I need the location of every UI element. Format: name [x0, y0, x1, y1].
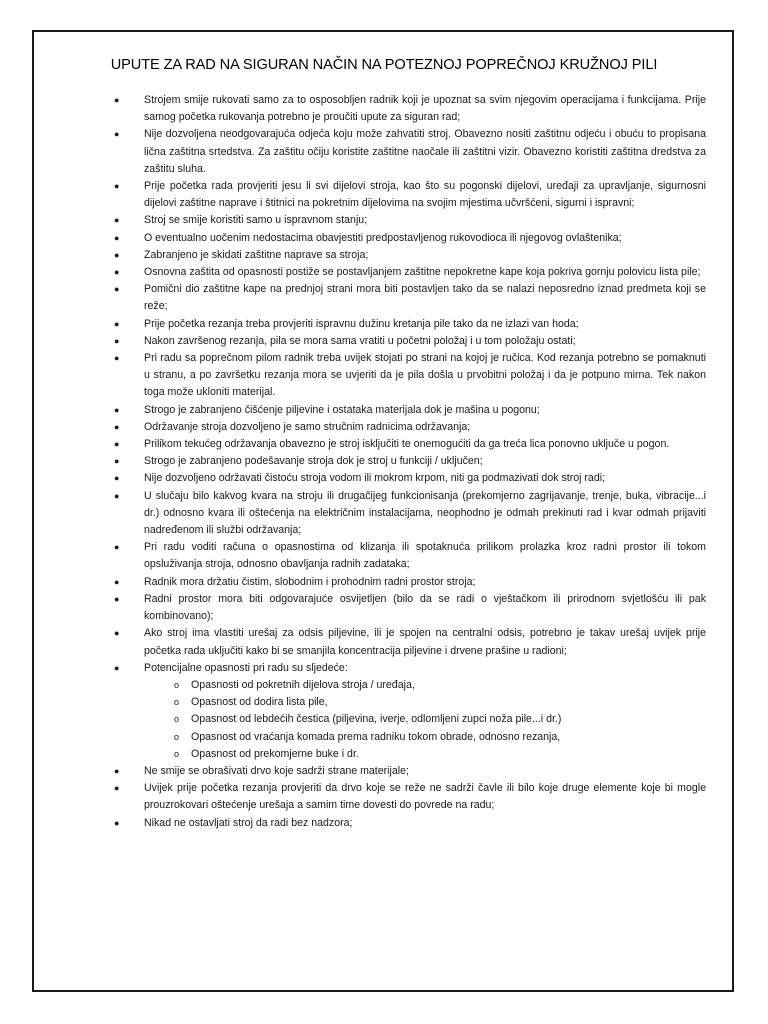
rule-text: Osnovna zaštita od opasnosti postiže se postavljanjem zaštitne nepokretne kape koja pokriva gornju polovicu lista pile; — [144, 266, 701, 279]
rule-item — [0, 281, 768, 315]
hazard-item — [0, 711, 768, 728]
rule-item — [0, 780, 768, 814]
circle-bullet-icon: o — [174, 731, 180, 742]
rule-item — [0, 92, 768, 126]
page-title: UPUTE ZA RAD NA SIGURAN NAČIN NA POTEZNOJ POPREČNOJ KRUŽNOJ PILI — [110, 57, 658, 73]
rule-item — [0, 539, 768, 573]
hazard-item — [0, 694, 768, 711]
hazard-text: Opasnost od dodira lista pile, — [191, 696, 328, 709]
rule-text: Nije dozvoljena neodgovarajuća odjeća koju može zahvatiti stroj. Obavezno nositi zaštitnu odjeću i obuću to propisana lična zaštitna srtedstva. Za zaštitu očiju koristite zaštitne naočale ili zaštitni vizir. Obavezno koristiti zaštitna dredstva za zaštitu sluha. — [144, 128, 706, 175]
rule-text: Radnik mora držatiu čistim, slobodnim i prohodnim radni prostor stroja; — [144, 575, 476, 588]
bullet-icon: ● — [114, 335, 120, 346]
hazard-text: Opasnost od prekomjerne buke i dr. — [191, 747, 359, 760]
hazard-text: Opasnost od lebdećih čestica (piljevina, iverje, odlomljeni zupci noža pile...i dr.) — [191, 713, 562, 726]
rule-text: U slučaju bilo kakvog kvara na stroju ili drugačijeg funkcionisanja (prekomjerno zagrijavanje, trenje, buka, vibracije...i dr.) odnosno kvara ili oštećenja na električnim instalacijama, neophodno je odmah prekinuti rad i kvar odmah prijaviti nadređenom ili službi održavanja; — [144, 489, 706, 537]
rule-item — [0, 333, 768, 350]
rule-text: Nakon završenog rezanja, pila se mora sama vratiti u početni položaj i u tom položaju ostati; — [144, 334, 576, 347]
bullet-icon: ● — [114, 576, 120, 587]
rule-text: Ne smije se obrašivati drvo koje sadrži strane materijale; — [144, 764, 409, 777]
bullet-icon: ● — [114, 421, 120, 432]
bullet-icon: ● — [114, 473, 120, 484]
bullet-icon: ● — [114, 439, 120, 450]
hazard-item — [0, 677, 768, 694]
hazard-item — [0, 746, 768, 763]
rule-item — [0, 763, 768, 780]
rule-text: Uvijek prije početka rezanja provjeriti da drvo koje se reže ne sadrži čavle ili bilo koje druge elemente koje bi mogle prouzrokovari oštećenje urešaja a samim time dovesti do povrede na radu; — [144, 782, 706, 812]
circle-bullet-icon: o — [174, 697, 180, 708]
rule-text: Prije početka rezanja treba provjeriti ispravnu dužinu kretanja pile tako da ne izlazi van hoda; — [144, 317, 579, 330]
rule-item — [0, 212, 768, 229]
bullet-icon: ● — [114, 817, 120, 828]
bullet-icon: ● — [114, 267, 120, 278]
rule-text: O eventualno uočenim nedostacima obavjestiti predpostavljenog rukovodioca ili njegovog ovlaštenika; — [144, 231, 622, 244]
bullet-icon: ● — [114, 232, 120, 243]
rule-text: Nikad ne ostavljati stroj da radi bez nadzora; — [144, 816, 353, 829]
bullet-icon: ● — [114, 456, 120, 467]
circle-bullet-icon: o — [174, 679, 180, 690]
rule-text: Strojem smije rukovati samo za to osposobljen radnik koji je upoznat sa svim njegovim operacijama i funkcijama. Prije samog početka rukovanja potrebno je proučiti upute za siguran rad; — [144, 94, 706, 124]
rule-text: Pri radu sa poprečnom pilom radnik treba uvijek stojati po strani na kojoj je ručica. Kod rezanja potrebno se pomaknuti u stranu, a po završetku rezanja mora se uvjeriti da je pila došla u prvobitni položaj i da je potpuno mirna. Tek nakon toga može ukloniti materijal. — [144, 352, 706, 399]
rule-text: Strogo je zabranjeno podešavanje stroja dok je stroj u funkciji / uključen; — [144, 455, 483, 468]
rule-item — [0, 419, 768, 436]
bullet-icon: ● — [114, 129, 120, 140]
hazard-text: Opasnosti od pokretnih dijelova stroja / uređaja, — [191, 678, 415, 691]
rule-text: Održavanje stroja dozvoljeno je samo stručnim radnicima održavanja; — [144, 420, 471, 433]
bullet-icon: ● — [114, 542, 120, 553]
rule-item — [0, 815, 768, 832]
rule-item — [0, 230, 768, 247]
rule-item — [0, 264, 768, 281]
bullet-icon: ● — [114, 318, 120, 329]
bullet-icon: ● — [114, 284, 120, 295]
rule-text: Radni prostor mora biti odgovarajuće osvijetljen (bilo da se radi o vještačkom ili prirodnom svjetlošću ili pak kombinovano); — [144, 592, 706, 623]
bullet-icon: ● — [114, 95, 120, 105]
bullet-icon: ● — [114, 353, 120, 364]
rule-item — [0, 591, 768, 625]
rule-text: Pomični dio zaštitne kape na prednjoj strani mora biti postavljen tako da se nalazi neposredno iznad predmeta koji se reže; — [144, 283, 706, 313]
rule-item — [0, 574, 768, 591]
rule-text: Nije dozvoljeno održavati čistoću stroja vodom ili mokrom krpom, niti ga podmazivati dok stroj radi; — [144, 472, 606, 485]
rule-item — [0, 178, 768, 212]
bullet-icon: ● — [114, 628, 120, 639]
rule-text: Prije početka rada provjeriti jesu li svi dijelovi stroja, kao što su pogonski dijelovi, uređaji za upravljanje, sigurnosni dijelovi zaštitne naprave i štitnici na pokretnim dijelovima na svojim mjestima učvršćeni, sigurni i ispravni; — [144, 180, 706, 210]
circle-bullet-icon: o — [174, 714, 180, 725]
bullet-icon: ● — [114, 593, 120, 604]
rule-item — [0, 316, 768, 333]
hazards-sublist-container — [0, 677, 768, 763]
hazard-text: Opasnost od vraćanja komada prema radniku tokom obrade, odnosno rezanja, — [191, 730, 561, 743]
rule-item — [0, 660, 768, 677]
bullet-icon: ● — [114, 215, 120, 226]
safety-rules-list — [0, 92, 768, 832]
rule-text: Prilikom tekućeg održavanja obavezno je stroj isključiti te onemogućiti da ga treća lica ponovno uključe u pogon. — [144, 438, 670, 451]
bullet-icon: ● — [114, 249, 120, 260]
rule-text: Stroj se smije koristiti samo u ispravnom stanju; — [144, 214, 368, 227]
circle-bullet-icon: o — [174, 748, 180, 759]
rule-item — [0, 453, 768, 470]
hazard-item — [0, 729, 768, 746]
rule-item — [0, 247, 768, 264]
bullet-icon: ● — [114, 783, 120, 794]
rule-text: Zabranjeno je skidati zaštitne naprave sa stroja; — [144, 248, 369, 261]
rule-item — [0, 488, 768, 540]
rule-text: Strogo je zabranjeno čišćenje piljevine i ostataka materijala dok je mašina u pogonu; — [144, 403, 540, 416]
rule-item — [0, 436, 768, 453]
bullet-icon: ● — [114, 662, 120, 673]
bullet-icon: ● — [114, 404, 120, 415]
rule-item — [0, 470, 768, 487]
rule-item — [0, 350, 768, 402]
hazards-sublist — [0, 677, 768, 763]
rule-item — [0, 126, 768, 178]
bullet-icon: ● — [114, 490, 120, 501]
rule-text: Ako stroj ima vlastiti urešaj za odsis piljevine, ili je spojen na centralni odsis, potrebno je takav urešaj uvijek prije početka rada uključiti kako bi se smanjila koncentracija piljevine i drvene prašine u radioni; — [144, 627, 706, 657]
rule-text: Pri radu voditi računa o opasnostima od klizanja ili spotaknuća prilikom prolazka kroz radni prostor ili tokom opsluživanja stroja, odnosno obavljanja radnih zadataka; — [144, 541, 706, 571]
rule-item — [0, 625, 768, 659]
rule-item — [0, 402, 768, 419]
rule-text: Potencijalne opasnosti pri radu su sljedeće: — [144, 661, 348, 674]
bullet-icon: ● — [114, 765, 120, 776]
bullet-icon: ● — [114, 181, 120, 192]
